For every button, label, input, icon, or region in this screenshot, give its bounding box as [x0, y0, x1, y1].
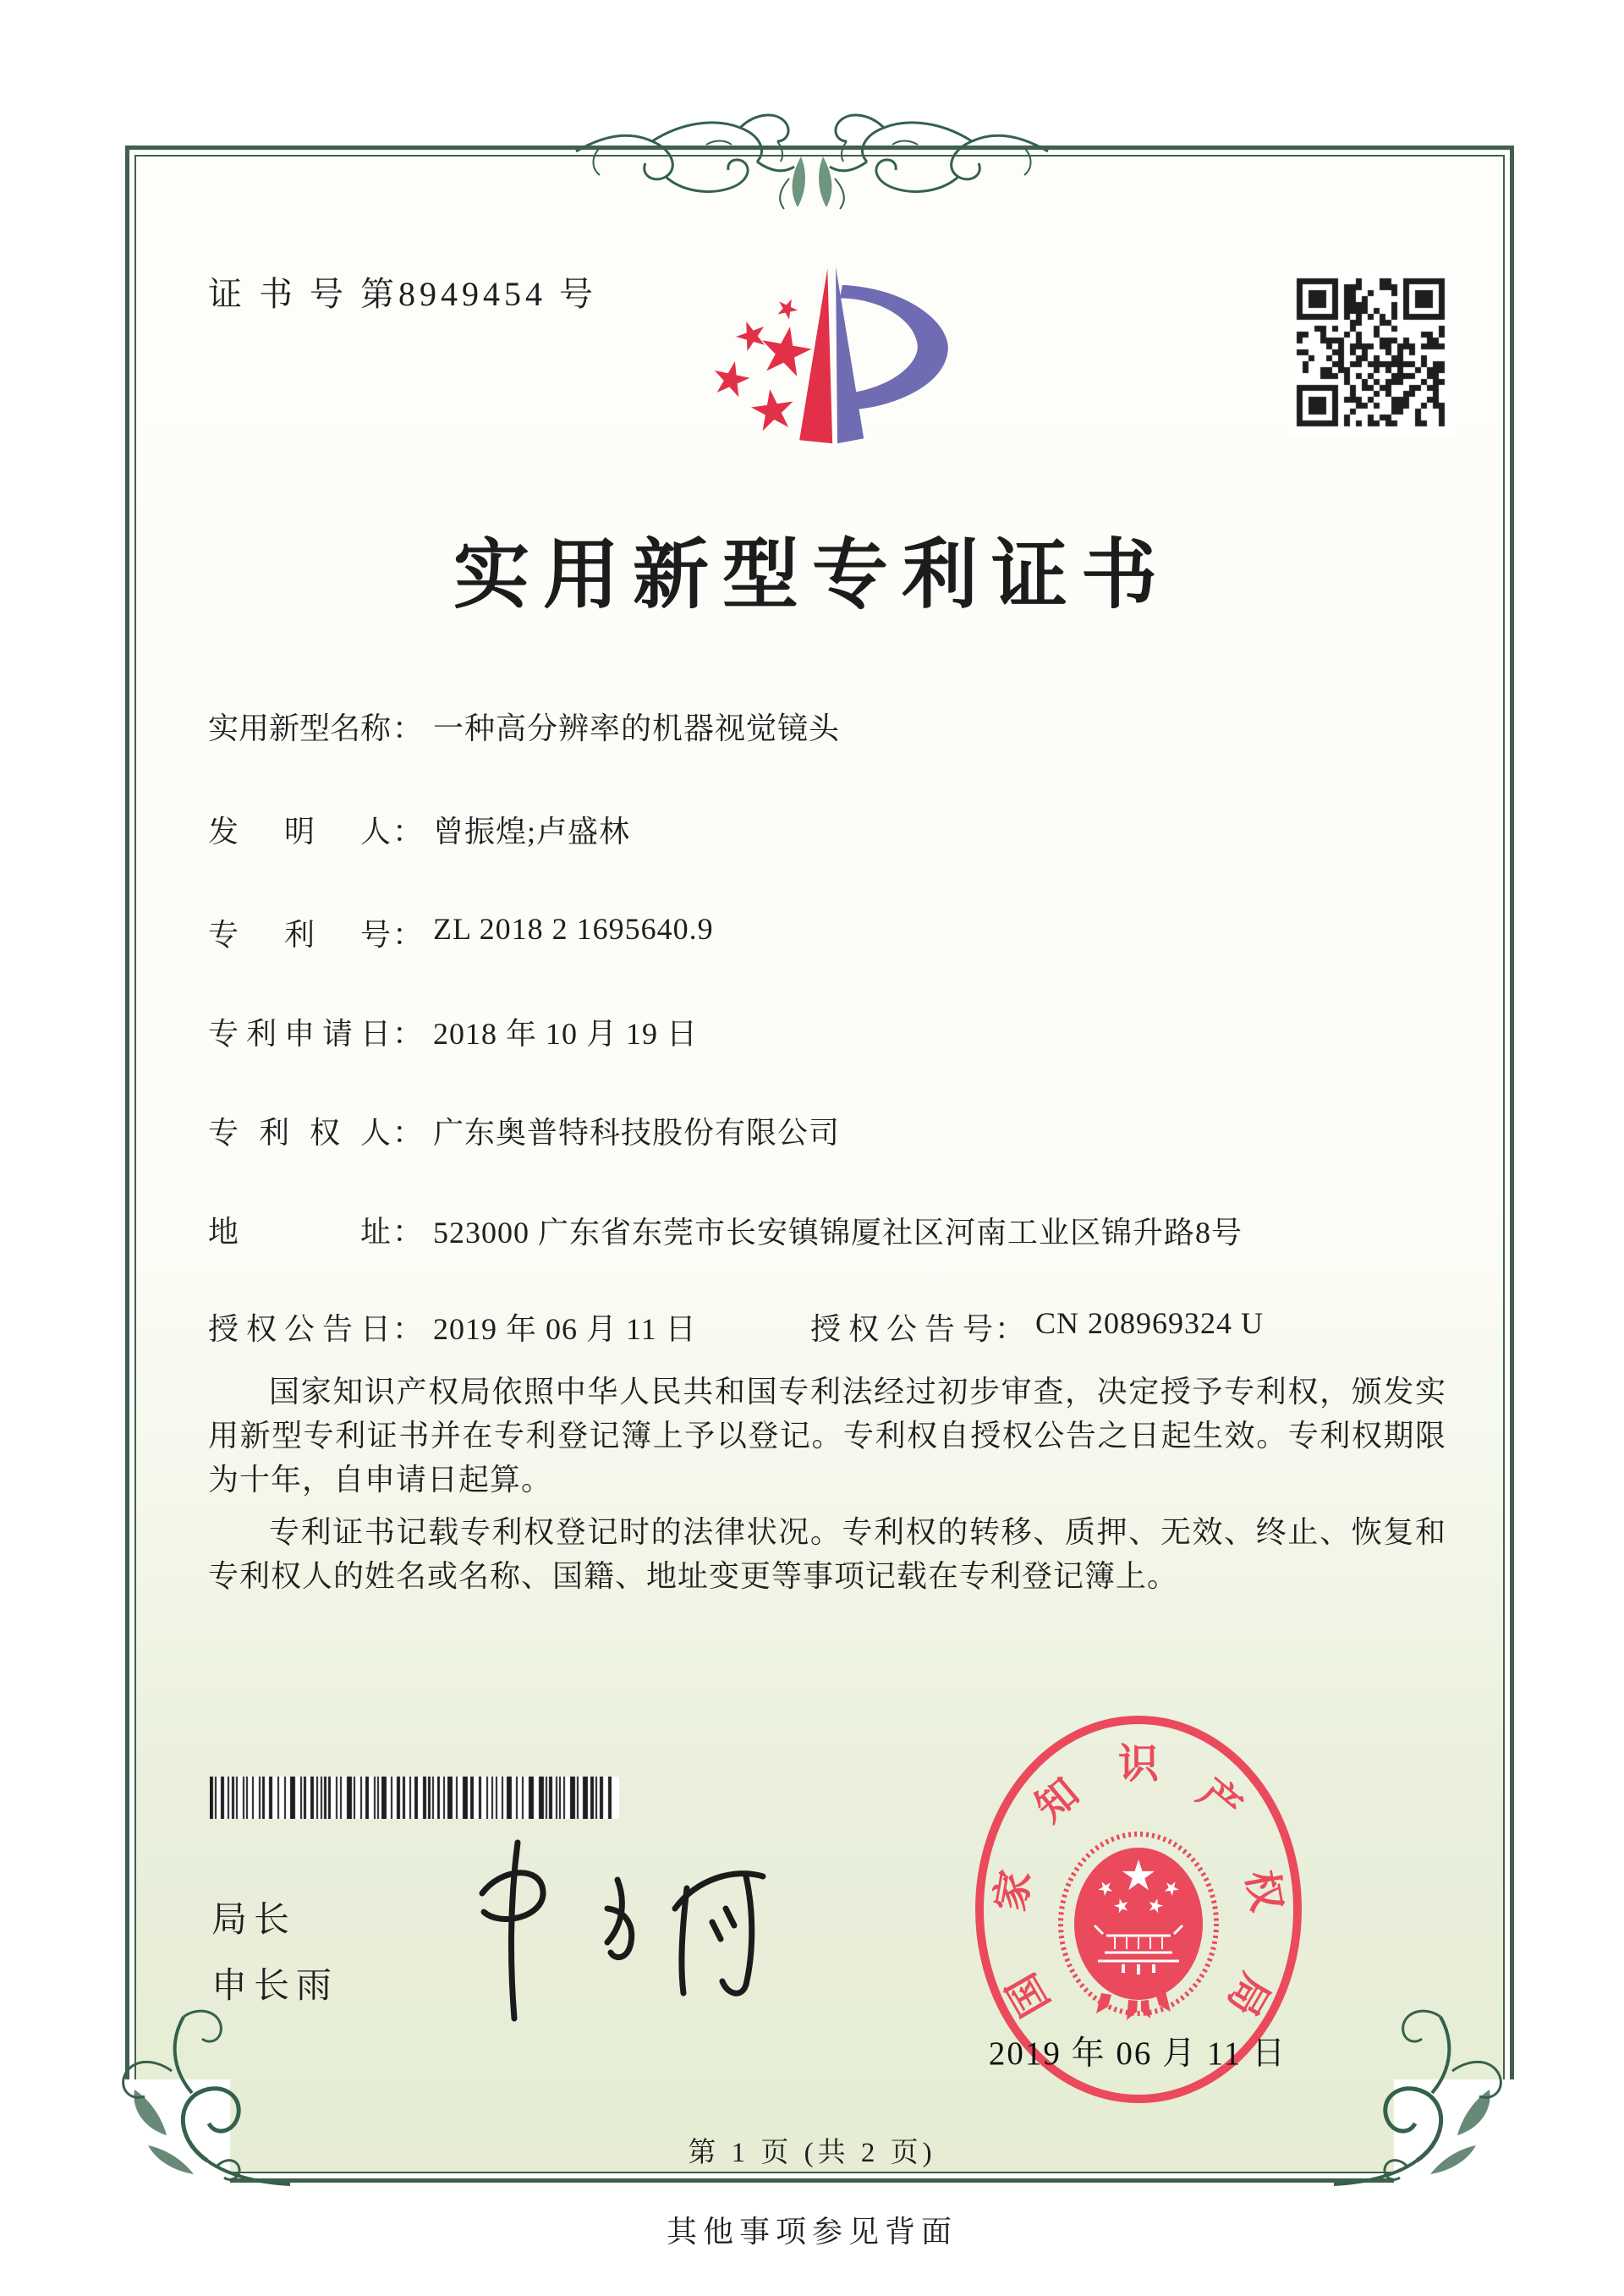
qr-code — [1289, 271, 1455, 437]
grant-date-value: 2019 年 06 月 11 日 — [433, 1312, 697, 1346]
field-colon: ： — [392, 711, 424, 745]
bottom-left-corner-ornament — [89, 2007, 292, 2210]
top-dragon-ornament — [571, 97, 1053, 211]
field-label: 专利号 — [208, 918, 391, 952]
grant-number-value: CN 208969324 U — [1035, 1306, 1265, 1340]
field-colon: ： — [392, 1116, 424, 1150]
certificate-number: 证 书 号 第8949454 号 — [208, 275, 597, 313]
legal-text — [208, 1370, 1446, 1598]
field-value: 2018 年 10 月 19 日 — [433, 1017, 699, 1051]
signer-name: 申长雨 — [211, 1967, 339, 2006]
field-colon: ： — [995, 1312, 1026, 1346]
field-value: 广东奥普特科技股份有限公司 — [433, 1116, 841, 1150]
certificate-title: 实用新型专利证书 — [453, 534, 1171, 618]
field-row-filing-date — [208, 1010, 698, 1053]
field-row-patent-no — [208, 911, 714, 954]
field-label: 专利权人 — [208, 1116, 391, 1150]
svg-text:国: 国 — [999, 1965, 1059, 2024]
svg-text:局: 局 — [1218, 1965, 1278, 2024]
field-colon: ： — [392, 1017, 424, 1051]
back-note: 其他事项参见背面 — [666, 2215, 957, 2249]
field-colon: ： — [392, 1215, 424, 1249]
field-value: 曾振煌;卢盛林 — [433, 815, 631, 849]
signature-image — [457, 1827, 829, 2030]
field-row-address — [208, 1208, 1318, 1257]
field-row-inventor — [208, 808, 630, 851]
legal-paragraph-1: 国家知识产权局依照中华人民共和国专利法经过初步审查，决定授予专利权，颁发实用新型专利证书并在专利登记簿上予以登记。专利权自授权公告之日起生效。专利权期限为十年，自申请日起算。 — [208, 1375, 1446, 1497]
seal-national-emblem — [1061, 1834, 1216, 2020]
field-value: 523000 广东省东莞市长安镇锦厦社区河南工业区锦升路8号 — [433, 1216, 1243, 1250]
bottom-right-corner-ornament — [1332, 2007, 1535, 2210]
svg-text:识: 识 — [1117, 1742, 1160, 1787]
field-colon: ： — [392, 1312, 424, 1346]
page-number: 第 1 页 (共 2 页) — [688, 2138, 936, 2168]
field-label: 授权公告日 — [208, 1312, 391, 1346]
seal-date: 2019 年 06 月 11 日 — [988, 2035, 1287, 2072]
field-label: 发明人 — [208, 815, 391, 849]
svg-text:知: 知 — [1027, 1770, 1088, 1832]
svg-text:家: 家 — [988, 1866, 1040, 1915]
field-label: 授权公告号 — [810, 1312, 993, 1346]
field-row-patentee — [208, 1109, 840, 1152]
field-value: ZL 2018 2 1695640.9 — [433, 912, 714, 946]
barcode — [210, 1777, 619, 1819]
svg-text:权: 权 — [1237, 1866, 1289, 1915]
cnipa-logo — [672, 245, 1002, 518]
grant-number-group — [810, 1305, 1264, 1348]
field-value: 一种高分辨率的机器视觉镜头 — [433, 711, 841, 745]
field-colon: ： — [392, 918, 424, 952]
field-row-grant — [208, 1305, 1265, 1348]
field-label: 实用新型名称 — [208, 711, 392, 745]
field-label: 专利申请日 — [208, 1017, 391, 1051]
field-row-name — [208, 705, 840, 748]
legal-paragraph-2: 专利证书记载专利权登记时的法律状况。专利权的转移、质押、无效、终止、恢复和专利权人的姓名或名称、国籍、地址变更等事项记载在专利登记簿上。 — [208, 1515, 1446, 1593]
field-label: 地址 — [208, 1215, 391, 1249]
svg-text:产: 产 — [1189, 1770, 1250, 1832]
signer-title: 局长 — [211, 1901, 297, 1940]
field-colon: ： — [392, 815, 424, 849]
